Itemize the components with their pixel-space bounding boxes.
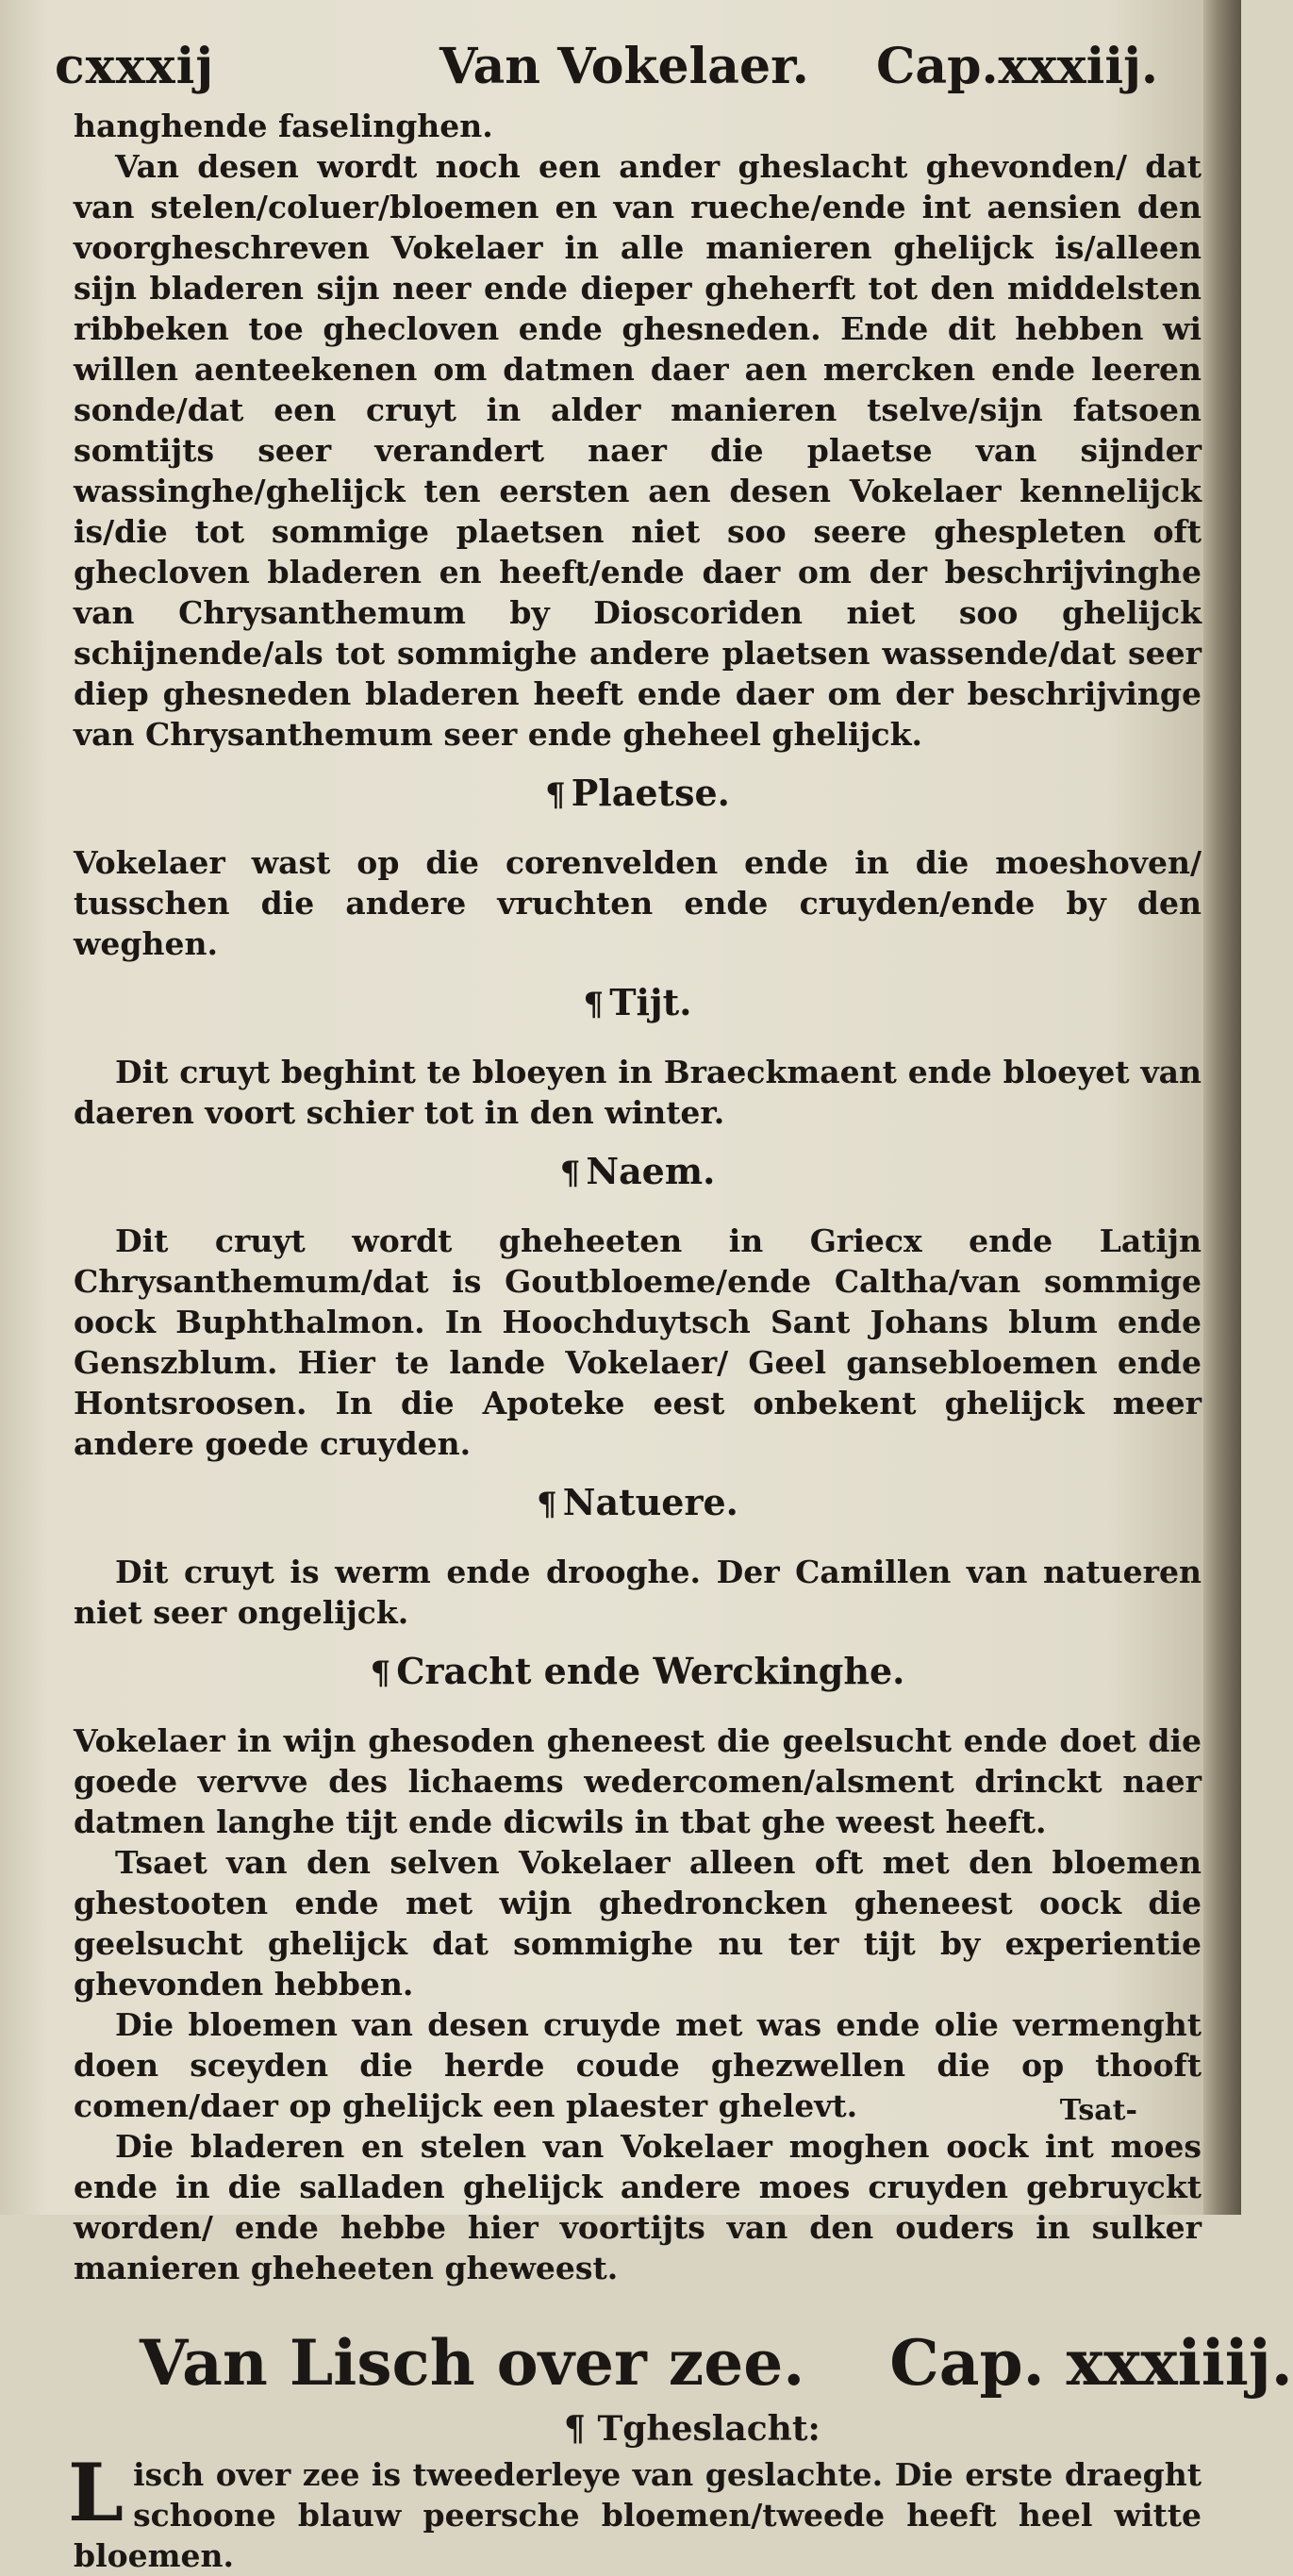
chapter-reference: Cap.xxxiij. xyxy=(876,38,1158,95)
chapter-name: Van Lisch over zee. xyxy=(140,2326,805,2400)
page-header xyxy=(55,38,1158,104)
section-paragraph: Dit cruyt beghint te bloeyen in Braeckmaent ende bloeyet van daeren voort schier tot in den winter. xyxy=(74,1054,1202,1131)
page-body xyxy=(68,106,1293,2576)
pilcrow-icon: ¶ xyxy=(537,1486,557,1523)
section-paragraph: Dit cruyt is werm ende drooghe. Der Camillen van natueren niet seer ongelijck. xyxy=(74,1554,1202,1631)
chapter-paragraph: Lisch over zee is tweederleye van geslachte. Die erste draeght schoone blauw peersche bloemen/tweede heeft heel witte bloemen. xyxy=(68,2446,1202,2574)
section-heading-naem: ¶ Naem. xyxy=(559,1150,716,1192)
chapter-subheading: ¶ Tgheslacht: xyxy=(564,2409,821,2449)
section-heading-plaetse: ¶ Plaetse. xyxy=(545,772,730,814)
pilcrow-icon: ¶ xyxy=(564,2409,586,2449)
folio-number: cxxxij xyxy=(55,38,215,95)
intro-paragraph: Van desen wordt noch een ander gheslacht ghevonden/ dat van stelen/coluer/bloemen en van rueche/ende int aensien den voorgheschreven Vokelaer in alle manieren ghelijck is/alleen sijn bladeren sijn neer ende dieper gheherft tot den middelsten ribbeken toe ghecloven ende ghesneden. Ende dit hebben wi willen aenteekenen om datmen daer aen mercken ende leeren sonde/dat een cruyt in alder manieren tselve/sijn fatsoen somtijts seer verandert naer die plaetse van sijnder wassinghe/ghelijck ten eersten aen desen Vokelaer kennelijck is/die tot sommige plaetsen niet soo seere ghespleten oft ghecloven bladeren en heeft/ende daer om der beschrijvinghe van Chrysanthemum by Dioscoriden niet soo ghelijck schijnende/als tot sommighe andere plaetsen wassende/dat seer diep ghesneden bladeren heeft ende daer om der beschrijvinge van Chrysanthemum seer ende gheheel ghelijck. xyxy=(74,148,1202,753)
drop-initial: L xyxy=(68,2446,124,2539)
section-heading-cracht: ¶ Cracht ende Werckinghe. xyxy=(370,1650,905,1692)
catchword: Tsat- xyxy=(1059,2094,1137,2127)
running-title: Van Vokelaer. xyxy=(439,38,809,95)
pilcrow-icon: ¶ xyxy=(370,1654,391,1692)
pilcrow-icon: ¶ xyxy=(559,1155,581,1192)
book-spine xyxy=(1203,0,1241,2215)
section-paragraph: Vokelaer in wijn ghesoden gheneest die geelsucht ende doet die goede vervve des lichaems wedercomen/alsment drinckt naer datmen langhe tijt ende dicwils in tbat ghe weest heeft. xyxy=(74,1722,1202,1840)
section-heading-tijt: ¶ Tijt. xyxy=(583,981,692,1023)
chapter-number: Cap. xxxiiij. xyxy=(889,2326,1293,2400)
section-paragraph: Die bladeren en stelen van Vokelaer moghen oock int moes ende in die salladen ghelijck andere moes cruyden gebruyckt worden/ ende hebbe hier voortijts van den ouders in sulker manieren gheheeten gheweest. xyxy=(74,2128,1202,2286)
intro-line: hanghende faselinghen. xyxy=(74,108,493,144)
chapter-title xyxy=(140,2326,1293,2400)
section-paragraph: Dit cruyt wordt gheheeten in Griecx ende Latijn Chrysanthemum/dat is Goutbloeme/ende Caltha/van sommige oock Buphthalmon. In Hoochduytsch Sant Johans blum ende Genszblum. Hier te lande Vokelaer/ Geel gansebloemen ende Hontsroosen. In die Apoteke eest onbekent ghelijck meer andere goede cruyden. xyxy=(74,1222,1202,1462)
section-heading-natuere: ¶ Natuere. xyxy=(537,1481,738,1523)
section-paragraph: Die bloemen van desen cruyde met was ende olie vermenght doen sceyden die herde coude ghezwellen die op thooft comen/daer op ghelijck een plaester ghelevt. xyxy=(74,2006,1202,2124)
section-paragraph: Vokelaer wast op die corenvelden ende in die moeshoven/ tusschen die andere vruchten ende cruyden/ende by den weghen. xyxy=(74,844,1202,962)
pilcrow-icon: ¶ xyxy=(583,986,605,1023)
pilcrow-icon: ¶ xyxy=(545,776,566,814)
section-paragraph: Tsaet van den selven Vokelaer alleen oft met den bloemen ghestooten ende met wijn ghedroncken gheneest oock die geelsucht ghelijck dat sommighe nu ter tijt by experientie ghevonden hebben. xyxy=(74,1844,1202,2003)
